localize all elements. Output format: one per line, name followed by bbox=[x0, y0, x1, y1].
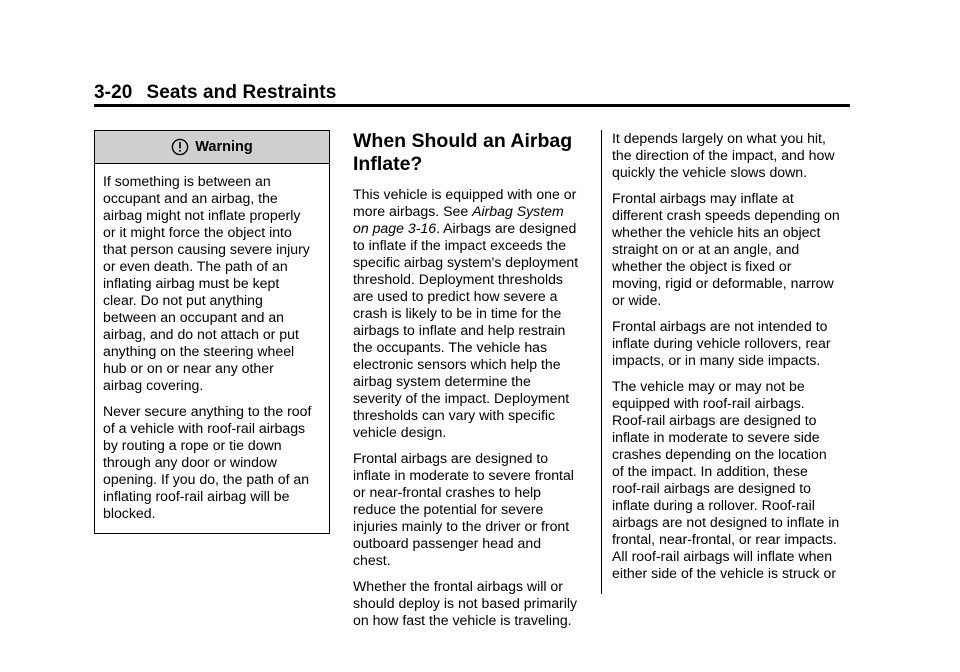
text-line: Whether the frontal airbags will or bbox=[353, 578, 563, 594]
text-line: outboard passenger head and bbox=[353, 535, 542, 551]
column-right bbox=[612, 130, 852, 591]
column-divider bbox=[601, 130, 602, 594]
warning-header bbox=[95, 131, 329, 164]
text-line: whether the vehicle hits an object bbox=[612, 224, 821, 240]
text-line: Roof-rail airbags are designed to bbox=[612, 412, 817, 428]
text-line: hub or on or near any other bbox=[103, 360, 274, 376]
page-number: 3-20 bbox=[94, 82, 133, 103]
text-line: The vehicle may or may not be bbox=[612, 378, 805, 394]
section-heading bbox=[353, 130, 593, 176]
header-rule bbox=[94, 104, 850, 107]
text-line: blocked. bbox=[103, 505, 156, 521]
text-line: This vehicle is equipped with one or bbox=[353, 186, 577, 202]
text-line: or wide. bbox=[612, 292, 662, 308]
warning-body bbox=[95, 164, 329, 533]
text-line: occupant and an airbag, the bbox=[103, 190, 278, 206]
text-line: impacts, or in many side impacts. bbox=[612, 352, 821, 368]
text-line: If something is between an bbox=[103, 173, 271, 189]
warning-box bbox=[94, 130, 330, 534]
text-line: airbag covering. bbox=[103, 377, 204, 393]
text-line: severity of the impact. Deployment bbox=[353, 390, 570, 406]
text-line: the direction of the impact, and how bbox=[612, 147, 835, 163]
text-line: crash is likely to be in time for the bbox=[353, 305, 562, 321]
text-line: Frontal airbags are designed to bbox=[353, 450, 549, 466]
cross-reference-link[interactable]: Airbag System bbox=[472, 203, 564, 219]
text-line: frontal, near-frontal, or rear impacts. bbox=[612, 531, 837, 547]
right-paragraph-1 bbox=[612, 130, 852, 181]
text-line: or near-frontal crashes to help bbox=[353, 484, 542, 500]
cross-reference-page-link[interactable]: on page 3-16 bbox=[353, 220, 437, 236]
text-line: inflate during vehicle rollovers, rear bbox=[612, 335, 831, 351]
right-paragraph-4 bbox=[612, 378, 852, 582]
text-line: airbag, and do not attach or put bbox=[103, 326, 299, 342]
text-line: specific airbag system's deployment bbox=[353, 254, 579, 270]
text-line: threshold. Deployment thresholds bbox=[353, 271, 563, 287]
section-paragraph-2 bbox=[353, 450, 593, 569]
text-line: Frontal airbags are not intended to bbox=[612, 318, 828, 334]
text-line: should deploy is not based primarily bbox=[353, 595, 578, 611]
text-line: or even death. The path of an bbox=[103, 258, 288, 274]
heading-line: When Should an Airbag bbox=[353, 130, 573, 152]
text-line: through any door or window bbox=[103, 454, 277, 470]
text-line: the occupants. The vehicle has bbox=[353, 339, 548, 355]
text-line: injuries mainly to the driver or front bbox=[353, 518, 570, 534]
text-line: of the impact. In addition, these bbox=[612, 463, 808, 479]
text-line: reduce the potential for severe bbox=[353, 501, 544, 517]
text-line: clear. Do not put anything bbox=[103, 292, 263, 308]
text-line: or it might force the object into bbox=[103, 224, 292, 240]
text-line: chest. bbox=[353, 552, 391, 568]
text-line: anything on the steering wheel bbox=[103, 343, 295, 359]
text-line: electronic sensors which help the bbox=[353, 356, 561, 372]
column-middle bbox=[353, 130, 593, 638]
text-line: quickly the vehicle slows down. bbox=[612, 164, 808, 180]
section-paragraph-3 bbox=[353, 578, 593, 629]
text-line: inflating roof-rail airbag will be bbox=[103, 488, 290, 504]
text-line: crashes depending on the location bbox=[612, 446, 827, 462]
text-line: straight on or at an angle, and bbox=[612, 241, 800, 257]
text-line: are used to predict how severe a bbox=[353, 288, 558, 304]
page-header bbox=[94, 82, 336, 104]
text-line: inflate in moderate to severe side bbox=[612, 429, 820, 445]
text-line: whether the object is fixed or bbox=[612, 258, 792, 274]
text-line bbox=[353, 203, 593, 220]
text-line: roof-rail airbags are designed to bbox=[612, 480, 811, 496]
text-line: between an occupant and an bbox=[103, 309, 285, 325]
section-paragraph-1 bbox=[353, 186, 593, 441]
column-left bbox=[94, 130, 330, 534]
text-line: on how fast the vehicle is traveling. bbox=[353, 612, 572, 628]
text-line: Never secure anything to the roof bbox=[103, 403, 312, 419]
text-line: of a vehicle with roof-rail airbags bbox=[103, 420, 306, 436]
text-line: inflating airbag must be kept bbox=[103, 275, 280, 291]
text-line: to inflate if the impact exceeds the bbox=[353, 237, 567, 253]
text-fragment: . Airbags are designed bbox=[436, 220, 577, 236]
warning-paragraph-2 bbox=[103, 403, 321, 522]
right-paragraph-2 bbox=[612, 190, 852, 309]
text-line: airbag system determine the bbox=[353, 373, 531, 389]
text-line: Frontal airbags may inflate at bbox=[612, 190, 794, 206]
text-line: airbag might not inflate properly bbox=[103, 207, 301, 223]
warning-title: Warning bbox=[195, 138, 253, 155]
text-line: that person causing severe injury bbox=[103, 241, 310, 257]
warning-paragraph-1 bbox=[103, 173, 321, 394]
text-line: opening. If you do, the path of an bbox=[103, 471, 310, 487]
text-line: thresholds can vary with specific bbox=[353, 407, 556, 423]
text-line: equipped with roof-rail airbags. bbox=[612, 395, 805, 411]
text-line: different crash speeds depending on bbox=[612, 207, 840, 223]
heading-line: Inflate? bbox=[353, 153, 423, 175]
text-line: either side of the vehicle is struck or bbox=[612, 565, 837, 581]
text-fragment: more airbags. See bbox=[353, 203, 473, 219]
text-line: by routing a rope or tie down bbox=[103, 437, 282, 453]
text-line: It depends largely on what you hit, bbox=[612, 130, 826, 146]
text-line bbox=[353, 220, 593, 237]
right-paragraph-3 bbox=[612, 318, 852, 369]
text-line: vehicle design. bbox=[353, 424, 447, 440]
text-line: airbags to inflate and help restrain bbox=[353, 322, 566, 338]
text-line: All roof-rail airbags will inflate when bbox=[612, 548, 833, 564]
warning-icon bbox=[171, 138, 189, 156]
text-line: moving, rigid or deformable, narrow bbox=[612, 275, 834, 291]
text-line: inflate in moderate to severe frontal bbox=[353, 467, 574, 483]
text-line: airbags are not designed to inflate in bbox=[612, 514, 840, 530]
text-line: inflate during a rollover. Roof-rail bbox=[612, 497, 815, 513]
section-title: Seats and Restraints bbox=[146, 82, 337, 103]
